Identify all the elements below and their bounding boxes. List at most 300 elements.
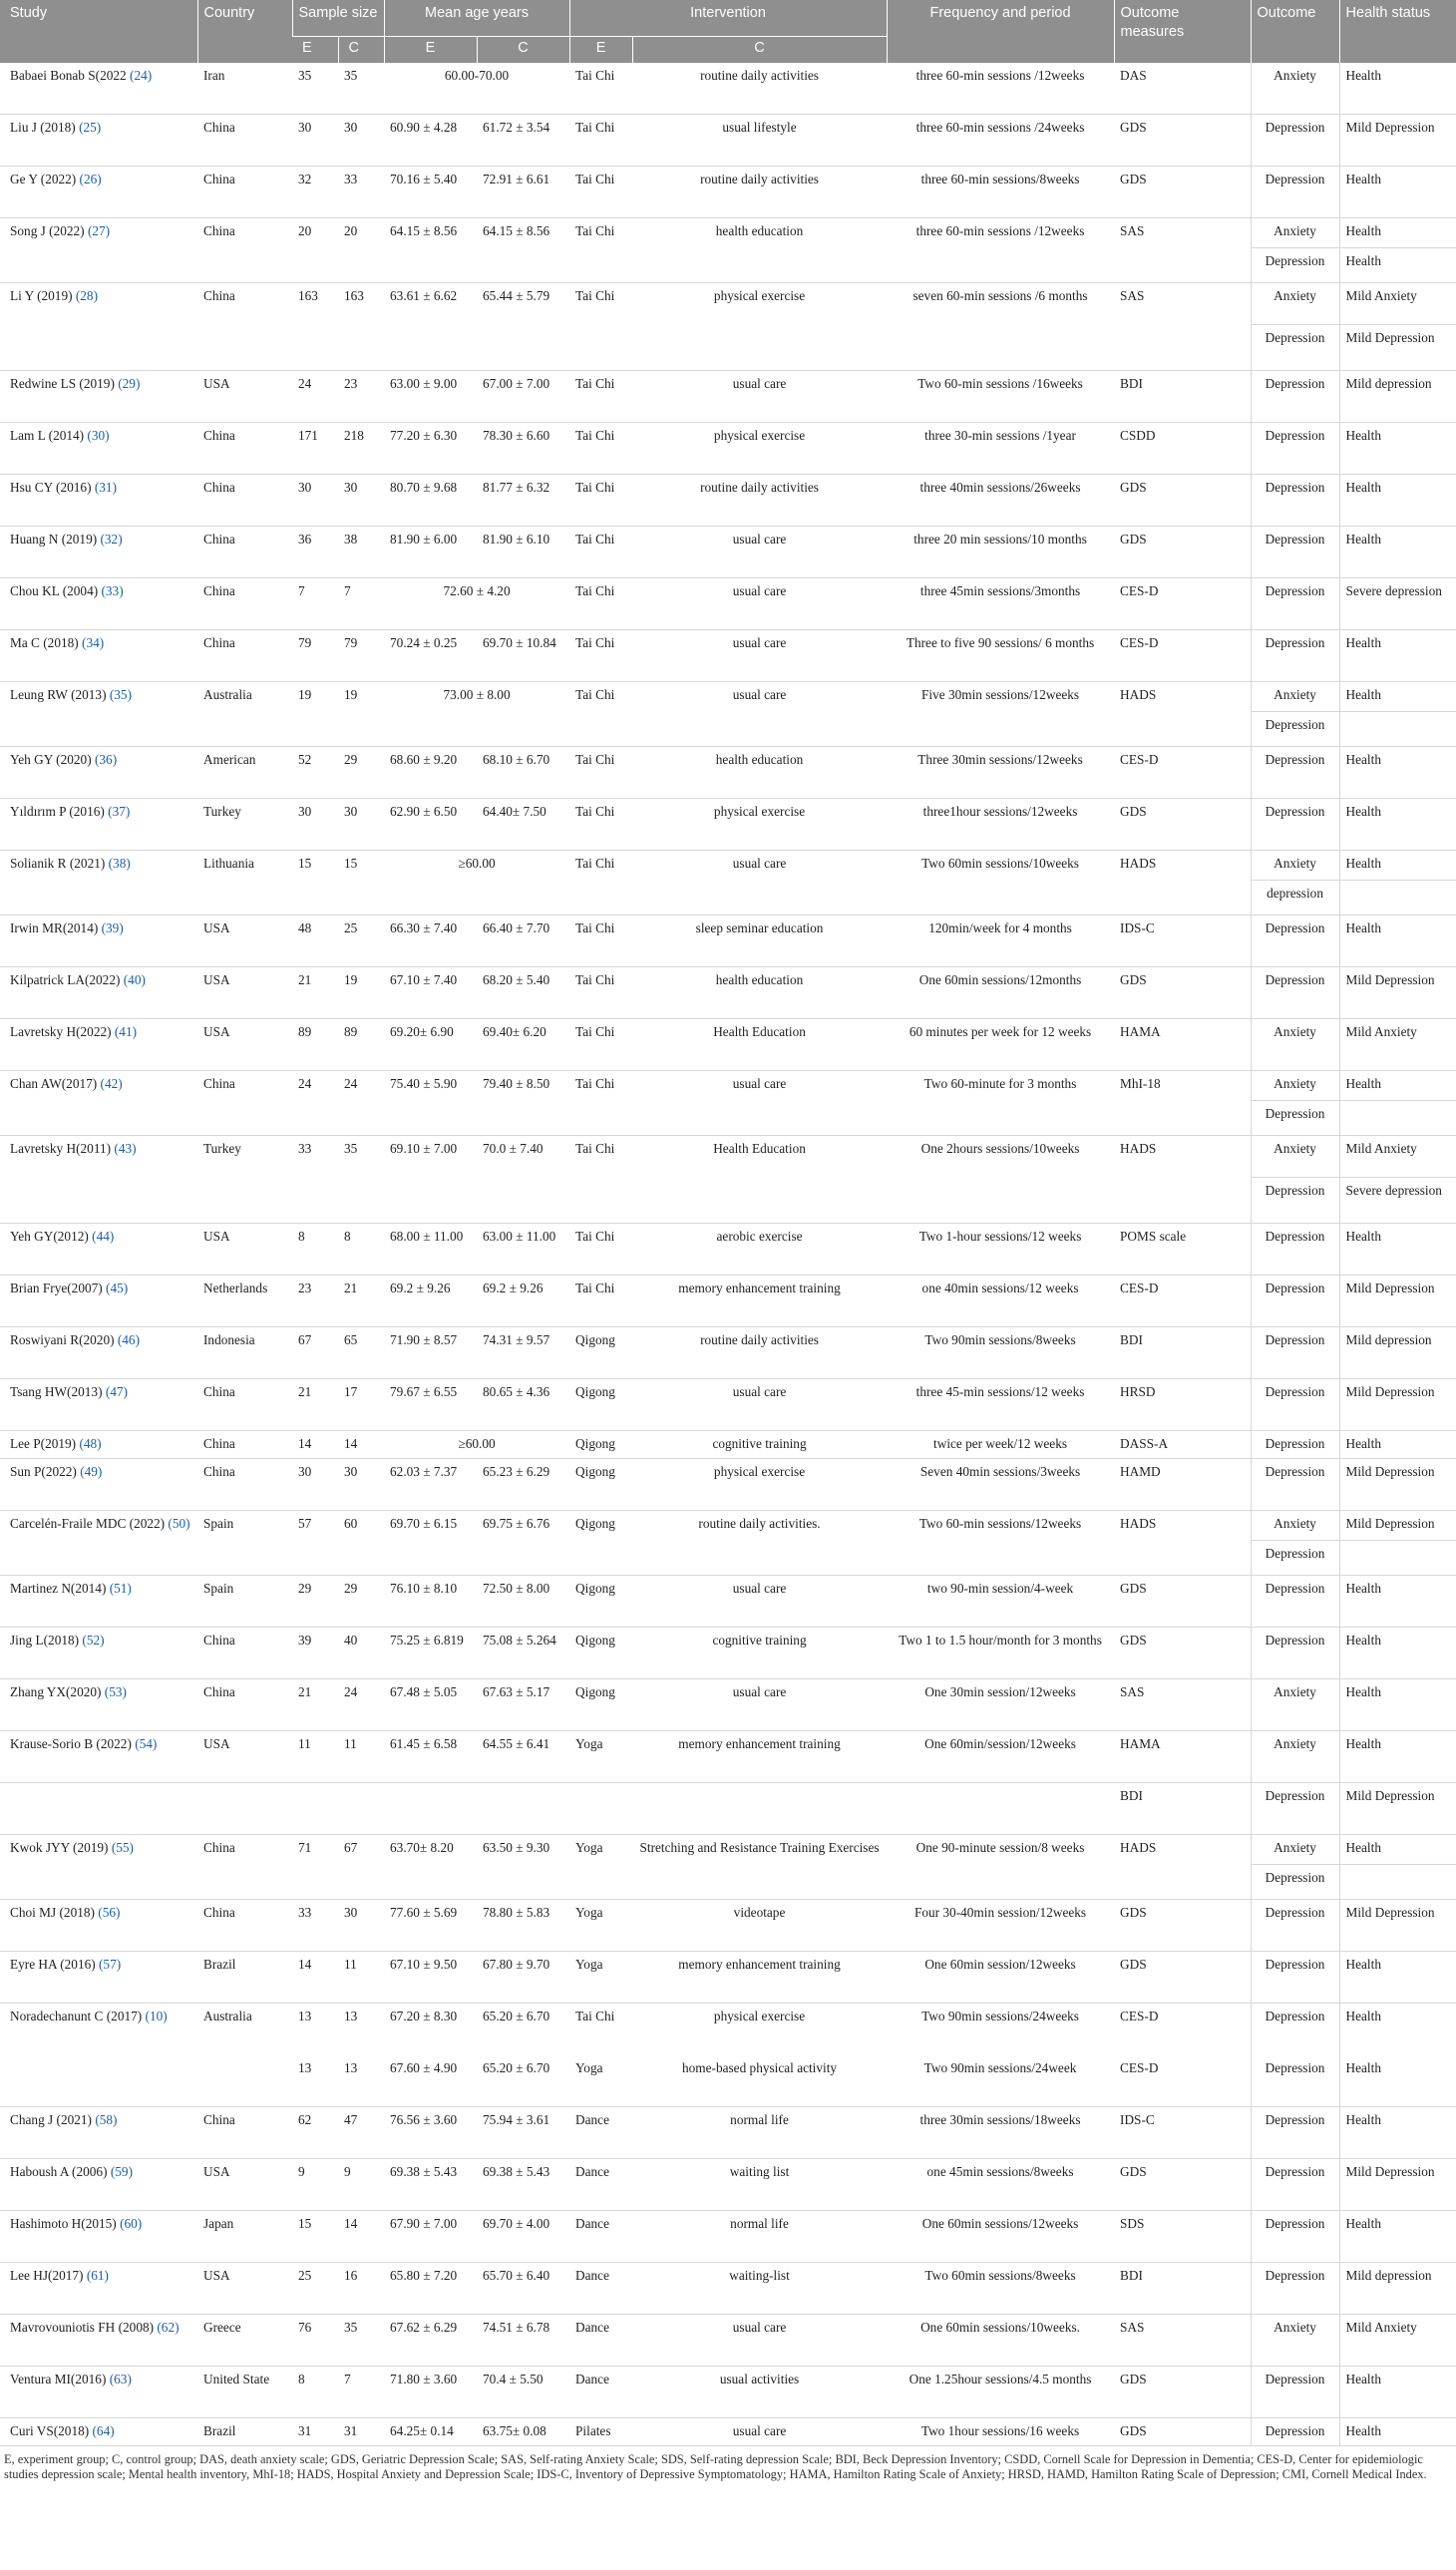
reference-link[interactable]: (60) <box>120 2216 143 2231</box>
cell-age-c: 79.40 ± 8.50 <box>477 1071 569 1136</box>
cell-outcome: Depression <box>1251 167 1339 218</box>
table-row <box>0 2367 1456 2418</box>
cell-outcome-measure: HAMD <box>1114 1459 1251 1511</box>
cell-country: China <box>197 1459 292 1511</box>
cell-health-status: Mild Depression <box>1339 325 1456 371</box>
table-row <box>0 1952 1456 2004</box>
reference-link[interactable]: (28) <box>75 288 99 303</box>
cell-country: China <box>197 527 292 578</box>
study-name: Solianik R (2021) <box>10 856 106 871</box>
cell-outcome: Depression <box>1251 1576 1339 1628</box>
cell-frequency <box>887 1783 1114 1835</box>
cell-outcome: Depression <box>1251 1178 1339 1224</box>
cell-age-c: 81.90 ± 6.10 <box>477 527 569 578</box>
cell-sample-c: 40 <box>338 1628 384 1679</box>
cell-health-status: Health <box>1339 1576 1456 1628</box>
cell-sample-e: 30 <box>292 799 338 851</box>
cell-frequency: three 20 min sessions/10 months <box>887 527 1114 578</box>
cell-study <box>0 283 197 371</box>
reference-link[interactable]: (52) <box>82 1633 105 1648</box>
reference-link[interactable]: (36) <box>94 752 118 767</box>
cell-health-status: Mild Depression <box>1339 1783 1456 1835</box>
study-name: Babaei Bonab S(2022 <box>10 67 127 83</box>
cell-frequency: One 1.25hour sessions/4.5 months <box>887 2367 1114 2418</box>
cell-age-e: 61.45 ± 6.58 <box>384 1731 477 1783</box>
study-name: Tsang HW(2013) <box>10 1384 103 1399</box>
cell-outcome-measure: HADS <box>1114 682 1251 747</box>
cell-intervention-c: memory enhancement training <box>632 1731 887 1783</box>
table-row <box>0 851 1456 881</box>
cell-outcome-measure: HAMA <box>1114 1019 1251 1071</box>
study-name: Chou KL (2004) <box>10 583 99 598</box>
cell-sample-e: 24 <box>292 1071 338 1136</box>
cell-age-c: 65.20 ± 6.70 <box>483 2009 550 2023</box>
cell-frequency: One 60min session/12weeks <box>887 1952 1114 2004</box>
reference-link[interactable]: (33) <box>101 583 124 598</box>
cell-age-c: 78.30 ± 6.60 <box>477 423 569 475</box>
cell-sample-e: 29 <box>292 1576 338 1628</box>
cell-intervention-e: Tai Chi <box>569 371 632 423</box>
cell-study <box>0 1731 197 1783</box>
cell-frequency: Seven 40min sessions/3weeks <box>887 1459 1114 1511</box>
cell-intervention-e: Qigong <box>569 1576 632 1628</box>
cell-outcome-measure: HADS <box>1114 851 1251 916</box>
header-country: Country <box>197 0 292 63</box>
cell-study <box>0 2004 197 2055</box>
cell-intervention-e: Qigong <box>569 1628 632 1679</box>
cell-health-status: Mild Anxiety <box>1339 1136 1456 1178</box>
cell-intervention-e: Tai Chi <box>569 167 632 218</box>
cell-outcome-measure: DASS-A <box>1114 1431 1251 1459</box>
cell-sample-e: 89 <box>292 1019 338 1071</box>
cell-intervention-c: usual care <box>632 2418 887 2446</box>
cell-country: United State <box>197 2367 292 2418</box>
reference-link[interactable]: (51) <box>109 1581 132 1596</box>
cell-health-status: Mild Depression <box>1339 1276 1456 1327</box>
table-row <box>0 2055 1456 2107</box>
cell-frequency: Two 60-minute for 3 months <box>887 1071 1114 1136</box>
cell-country: USA <box>197 2263 292 2315</box>
cell-age-merged: 60.00-70.00 <box>384 63 569 115</box>
cell-age-c: 75.08 ± 5.264 <box>477 1628 569 1679</box>
cell-study <box>0 1431 197 1459</box>
cell-outcome: Anxiety <box>1251 1019 1339 1071</box>
reference-link[interactable]: (50) <box>168 1516 190 1531</box>
cell-country: Iran <box>197 63 292 115</box>
cell-outcome: Depression <box>1251 475 1339 527</box>
cell-age-merged: 73.00 ± 8.00 <box>384 682 569 747</box>
cell-country: Spain <box>197 1511 292 1576</box>
reference-link[interactable]: (56) <box>98 1905 121 1920</box>
cell-study <box>0 115 197 167</box>
cell-sample-c: 24 <box>338 1071 384 1136</box>
reference-link[interactable]: (32) <box>100 532 123 547</box>
cell-age-c: 74.31 ± 9.57 <box>477 1327 569 1379</box>
cell-intervention-c: usual lifestyle <box>632 115 887 167</box>
cell-age-e: 77.20 ± 6.30 <box>384 423 477 475</box>
cell-sample-c: 16 <box>338 2263 384 2315</box>
cell-country: Lithuania <box>197 851 292 916</box>
cell-intervention-e: Tai Chi <box>569 851 632 916</box>
cell-frequency: One 2hours sessions/10weeks <box>887 1136 1114 1224</box>
table-row <box>0 1276 1456 1327</box>
header-outcome-measures: Outcome measures <box>1114 0 1251 63</box>
table-row <box>0 1431 1456 1459</box>
cell-outcome-measure: GDS <box>1114 2367 1251 2418</box>
study-name: Yıldırım P (2016) <box>10 804 105 819</box>
cell-intervention-e: Tai Chi <box>569 799 632 851</box>
cell-outcome-measure: GDS <box>1114 115 1251 167</box>
cell-age-c: 70.4 ± 5.50 <box>477 2367 569 2418</box>
cell-sample-e: 39 <box>292 1628 338 1679</box>
cell-frequency: One 90-minute session/8 weeks <box>887 1835 1114 1900</box>
study-name: Krause-Sorio B (2022) <box>10 1736 132 1751</box>
cell-sample-e: 79 <box>292 630 338 682</box>
cell-study <box>0 1576 197 1628</box>
header-intervention-c: C <box>632 36 887 63</box>
study-name: Lee P(2019) <box>10 1436 77 1451</box>
cell-health-status: Health <box>1339 2107 1456 2159</box>
cell-health-status: Health <box>1339 2055 1456 2107</box>
table-row <box>0 1679 1456 1731</box>
cell-frequency: three 60-min sessions /24weeks <box>887 115 1114 167</box>
cell-outcome: Depression <box>1251 2263 1339 2315</box>
cell-sample-c: 35 <box>338 1136 384 1224</box>
cell-study <box>0 578 197 630</box>
study-name: Choi MJ (2018) <box>10 1905 95 1920</box>
cell-country: China <box>197 1379 292 1431</box>
cell-outcome: Depression <box>1251 1541 1339 1576</box>
cell-country: USA <box>197 916 292 967</box>
cell-age-e: 63.70± 8.20 <box>384 1835 477 1900</box>
study-name: Chan AW(2017) <box>10 1076 98 1091</box>
cell-age-e: 75.25 ± 6.819 <box>384 1628 477 1679</box>
cell-health-status: Health <box>1339 2418 1456 2446</box>
cell-intervention-e: Pilates <box>569 2418 632 2446</box>
cell-health-status: Health <box>1339 2367 1456 2418</box>
cell-study <box>0 371 197 423</box>
reference-link[interactable]: (57) <box>99 1957 122 1972</box>
cell-sample-e: 14 <box>292 1952 338 2004</box>
table-footnote: E, experiment group; C, control group; DAS, death anxiety scale; GDS, Geriatric Depression Scale; SAS, Self-rating Anxiety Scale; SDS, Self-rating depression Scale; BDI, Beck Depression Inventory; CSDD, Cornell Scale for Depression in Dementia; CES-D, Center for epidemiologic studies depression scale; Mental health inventory, MhI-18; HADS, Hospital Anxiety and Depression Scale; IDS-C, Inventory of Depressive Symptomatology; HAMA, Hamilton Rating Scale of Anxiety; HRSD, HAMD, Hamilton Rating Scale of Depression; CMI, Cornell Medical Index. <box>4 2452 1427 2481</box>
cell-age-e: 69.10 ± 7.00 <box>384 1136 477 1224</box>
cell-age-e: 67.48 ± 5.05 <box>384 1679 477 1731</box>
reference-link[interactable]: (54) <box>135 1736 158 1751</box>
cell-age-c: 65.20 ± 6.70 <box>477 2055 569 2107</box>
reference-link[interactable]: (41) <box>114 1024 138 1039</box>
cell-sample-e: 35 <box>292 63 338 115</box>
study-name: Song J (2022) <box>10 223 85 238</box>
study-name: Kwok JYY (2019) <box>10 1840 109 1855</box>
cell-outcome-measure: POMS scale <box>1114 1224 1251 1276</box>
reference-link[interactable]: (31) <box>94 480 117 495</box>
cell-health-status <box>1339 712 1456 747</box>
study-name: Chang J (2021) <box>10 2112 92 2127</box>
table-row <box>0 2211 1456 2263</box>
cell-outcome-measure: GDS <box>1114 1576 1251 1628</box>
table-row <box>0 2315 1456 2367</box>
cell-age-c: 81.77 ± 6.32 <box>477 475 569 527</box>
cell-sample-e <box>292 1783 338 1835</box>
cell-health-status: Health <box>1339 630 1456 682</box>
cell-age-e: 65.80 ± 7.20 <box>384 2263 477 2315</box>
cell-frequency: Two 60-min sessions /16weeks <box>887 371 1114 423</box>
cell-sample-c: 7 <box>338 2367 384 2418</box>
reference-link[interactable]: (29) <box>118 376 141 391</box>
cell-intervention-c: cognitive training <box>632 1431 887 1459</box>
cell-intervention-e: Tai Chi <box>569 1224 632 1276</box>
reference-link[interactable]: (42) <box>100 1076 123 1091</box>
cell-health-status: Health <box>1339 799 1456 851</box>
cell-sample-e: 11 <box>292 1731 338 1783</box>
cell-health-status: Mild depression <box>1339 1327 1456 1379</box>
cell-age-e: 67.60 ± 4.90 <box>384 2055 477 2107</box>
cell-frequency: One 60min sessions/10weeks. <box>887 2315 1114 2367</box>
cell-health-status: Health <box>1339 248 1456 283</box>
cell-frequency: two 90-min session/4-week <box>887 1576 1114 1628</box>
cell-sample-c <box>338 1783 384 1835</box>
study-name: Curi VS(2018) <box>10 2423 90 2438</box>
cell-intervention-c: memory enhancement training <box>632 1952 887 2004</box>
cell-sample-c: 19 <box>338 682 384 747</box>
cell-study <box>0 2418 197 2446</box>
cell-health-status: Mild Depression <box>1339 2159 1456 2211</box>
cell-age-c: 70.0 ± 7.40 <box>477 1136 569 1224</box>
reference-link[interactable]: (58) <box>95 2112 118 2127</box>
cell-frequency: three 60-min sessions /12weeks <box>887 218 1114 283</box>
cell-outcome: Depression <box>1251 2055 1339 2107</box>
study-name: Lam L (2014) <box>10 428 85 443</box>
cell-country: China <box>197 1431 292 1459</box>
cell-intervention-c: Health Education <box>632 1136 887 1224</box>
cell-study <box>0 2055 197 2107</box>
reference-link[interactable]: (44) <box>92 1229 115 1244</box>
cell-sample-e: 21 <box>292 1679 338 1731</box>
cell-intervention-c: waiting list <box>632 2159 887 2211</box>
reference-link[interactable]: (35) <box>109 687 132 702</box>
header-outcome: Outcome <box>1251 0 1339 63</box>
cell-study <box>0 1628 197 1679</box>
cell-intervention-c: memory enhancement training <box>632 1276 887 1327</box>
cell-frequency: three 30-min sessions /1year <box>887 423 1114 475</box>
table-row <box>0 1071 1456 1101</box>
cell-age-c: 67.00 ± 7.00 <box>477 371 569 423</box>
header-intervention-e: E <box>569 36 632 63</box>
table-row <box>0 1136 1456 1178</box>
cell-intervention-e: Dance <box>569 2211 632 2263</box>
cell-intervention-e: Yoga <box>569 1731 632 1783</box>
cell-age-c: 64.15 ± 8.56 <box>477 218 569 283</box>
cell-sample-c: 47 <box>338 2107 384 2159</box>
reference-link[interactable]: (25) <box>79 120 102 135</box>
cell-outcome-measure: GDS <box>1114 167 1251 218</box>
reference-link[interactable]: (46) <box>117 1332 141 1347</box>
cell-sample-c: 30 <box>338 475 384 527</box>
study-name: Irwin MR(2014) <box>10 920 99 935</box>
cell-frequency: three 30min sessions/18weeks <box>887 2107 1114 2159</box>
cell-study <box>0 527 197 578</box>
cell-country: American <box>197 747 292 799</box>
cell-health-status: Health <box>1339 1952 1456 2004</box>
cell-intervention-c: physical exercise <box>632 1459 887 1511</box>
cell-sample-c: 29 <box>338 1576 384 1628</box>
reference-link[interactable]: (27) <box>87 223 111 238</box>
reference-link[interactable]: (62) <box>157 2320 180 2335</box>
cell-intervention-e: Qigong <box>569 1459 632 1511</box>
cell-outcome-measure: BDI <box>1114 1783 1251 1835</box>
cell-health-status: Mild depression <box>1339 371 1456 423</box>
table-row <box>0 283 1456 325</box>
study-name: Ma C (2018) <box>10 635 79 650</box>
table-body <box>0 63 1456 2446</box>
reference-link[interactable]: (49) <box>80 1464 103 1479</box>
cell-study <box>0 916 197 967</box>
cell-frequency: One 60min sessions/12weeks <box>887 2211 1114 2263</box>
table-row <box>0 799 1456 851</box>
cell-sample-c: 7 <box>338 578 384 630</box>
cell-outcome: Anxiety <box>1251 851 1339 881</box>
cell-age-e <box>384 1783 477 1835</box>
table-row <box>0 1379 1456 1431</box>
cell-health-status: Health <box>1339 2004 1456 2055</box>
cell-outcome-measure: MhI-18 <box>1114 1071 1251 1136</box>
cell-intervention-e: Dance <box>569 2263 632 2315</box>
table-row <box>0 2107 1456 2159</box>
reference-link[interactable]: (43) <box>114 1141 137 1156</box>
cell-intervention-c <box>632 1783 887 1835</box>
cell-outcome: Depression <box>1251 371 1339 423</box>
reference-link[interactable]: (55) <box>111 1840 134 1855</box>
table-row <box>0 578 1456 630</box>
reference-link[interactable]: (39) <box>101 920 124 935</box>
cell-intervention-e: Tai Chi <box>569 578 632 630</box>
cell-outcome: Depression <box>1251 1327 1339 1379</box>
cell-country: China <box>197 1835 292 1900</box>
cell-health-status: Health <box>1339 423 1456 475</box>
cell-age-merged: ≥60.00 <box>384 851 569 916</box>
study-name: Roswiyani R(2020) <box>10 1332 115 1347</box>
cell-sample-e: 21 <box>292 967 338 1019</box>
reference-link[interactable]: (37) <box>108 804 131 819</box>
cell-study <box>0 1136 197 1224</box>
reference-link[interactable]: (47) <box>105 1384 128 1399</box>
study-name: Ge Y (2022) <box>10 172 77 186</box>
cell-intervention-c: usual care <box>632 1679 887 1731</box>
cell-outcome: Depression <box>1251 1431 1339 1459</box>
header-mean-age: Mean age years <box>384 0 569 36</box>
cell-frequency: one 45min sessions/8weeks <box>887 2159 1114 2211</box>
cell-sample-e: 48 <box>292 916 338 967</box>
cell-sample-c: 67 <box>338 1835 384 1900</box>
cell-age-c: 67.63 ± 5.17 <box>477 1679 569 1731</box>
reference-link[interactable]: (53) <box>104 1684 127 1699</box>
cell-age-c: 69.2 ± 9.26 <box>477 1276 569 1327</box>
study-name: Lavretsky H(2011) <box>10 1141 112 1156</box>
cell-outcome: Depression <box>1251 2367 1339 2418</box>
table-row <box>0 1900 1456 1952</box>
cell-country: Brazil <box>197 1952 292 2004</box>
reference-link[interactable]: (61) <box>86 2268 109 2283</box>
cell-age-e: 64.25± 0.14 <box>384 2418 477 2446</box>
cell-sample-e: 33 <box>292 1900 338 1952</box>
cell-sample-e: 30 <box>292 115 338 167</box>
cell-age-e: 67.90 ± 7.00 <box>384 2211 477 2263</box>
cell-intervention-e: Dance <box>569 2159 632 2211</box>
cell-outcome-measure: GDS <box>1114 1952 1251 2004</box>
study-name: Lavretsky H(2022) <box>10 1024 112 1039</box>
cell-intervention-e: Tai Chi <box>569 115 632 167</box>
cell-study <box>0 1459 197 1511</box>
cell-country: Greece <box>197 2315 292 2367</box>
cell-health-status: Health <box>1339 1431 1456 1459</box>
reference-link[interactable]: (24) <box>130 67 153 83</box>
cell-age-e: 69.70 ± 6.15 <box>384 1511 477 1576</box>
cell-sample-e: 21 <box>292 1379 338 1431</box>
cell-frequency: Two 60min sessions/10weeks <box>887 851 1114 916</box>
cell-sample-e: 8 <box>292 1224 338 1276</box>
cell-health-status: Health <box>1339 527 1456 578</box>
table-row <box>0 527 1456 578</box>
cell-outcome-measure: CES-D <box>1114 747 1251 799</box>
reference-link[interactable]: (63) <box>109 2372 132 2386</box>
cell-health-status: Mild Depression <box>1339 1511 1456 1541</box>
reference-link[interactable]: (30) <box>87 428 110 443</box>
cell-age-c: 65.23 ± 6.29 <box>477 1459 569 1511</box>
study-name: Ventura MI(2016) <box>10 2372 107 2386</box>
cell-frequency: Two 90min sessions/8weeks <box>887 1327 1114 1379</box>
cell-intervention-e: Tai Chi <box>569 1019 632 1071</box>
cell-intervention-e: Tai Chi <box>569 916 632 967</box>
cell-outcome-measure: BDI <box>1114 371 1251 423</box>
cell-sample-c: 24 <box>338 1679 384 1731</box>
reference-link[interactable]: (40) <box>123 972 146 987</box>
cell-country: Turkey <box>197 1136 292 1224</box>
reference-link[interactable]: (59) <box>110 2164 133 2179</box>
cell-frequency: Three 30min sessions/12weeks <box>887 747 1114 799</box>
cell-age-c: 69.38 ± 5.43 <box>477 2159 569 2211</box>
cell-study <box>0 1224 197 1276</box>
cell-study <box>0 1327 197 1379</box>
reference-link[interactable]: (45) <box>106 1281 129 1295</box>
cell-age-c: 72.91 ± 6.61 <box>477 167 569 218</box>
cell-study <box>0 799 197 851</box>
cell-study <box>0 218 197 283</box>
reference-link[interactable]: (26) <box>79 172 102 186</box>
reference-link[interactable]: (34) <box>82 635 105 650</box>
cell-age-e: 62.03 ± 7.37 <box>384 1459 477 1511</box>
cell-health-status: Health <box>1339 218 1456 248</box>
cell-study <box>0 1952 197 2004</box>
header-age-c: C <box>477 36 569 63</box>
reference-link[interactable]: (64) <box>92 2423 115 2438</box>
cell-sample-c: 9 <box>338 2159 384 2211</box>
reference-link[interactable]: (10) <box>145 2009 168 2023</box>
reference-link[interactable]: (38) <box>108 856 131 871</box>
cell-age-c: 68.20 ± 5.40 <box>477 967 569 1019</box>
table-row <box>0 747 1456 799</box>
cell-sample-c: 30 <box>338 1900 384 1952</box>
header-frequency: Frequency and period <box>887 0 1114 63</box>
cell-outcome-measure: GDS <box>1114 799 1251 851</box>
table-row <box>0 167 1456 218</box>
cell-age-e: 60.90 ± 4.28 <box>384 115 477 167</box>
cell-age-e: 66.30 ± 7.40 <box>384 916 477 967</box>
cell-outcome: Depression <box>1251 1101 1339 1136</box>
cell-health-status <box>1339 881 1456 916</box>
cell-intervention-c: cognitive training <box>632 1628 887 1679</box>
cell-sample-e: 52 <box>292 747 338 799</box>
reference-link[interactable]: (48) <box>79 1436 102 1451</box>
